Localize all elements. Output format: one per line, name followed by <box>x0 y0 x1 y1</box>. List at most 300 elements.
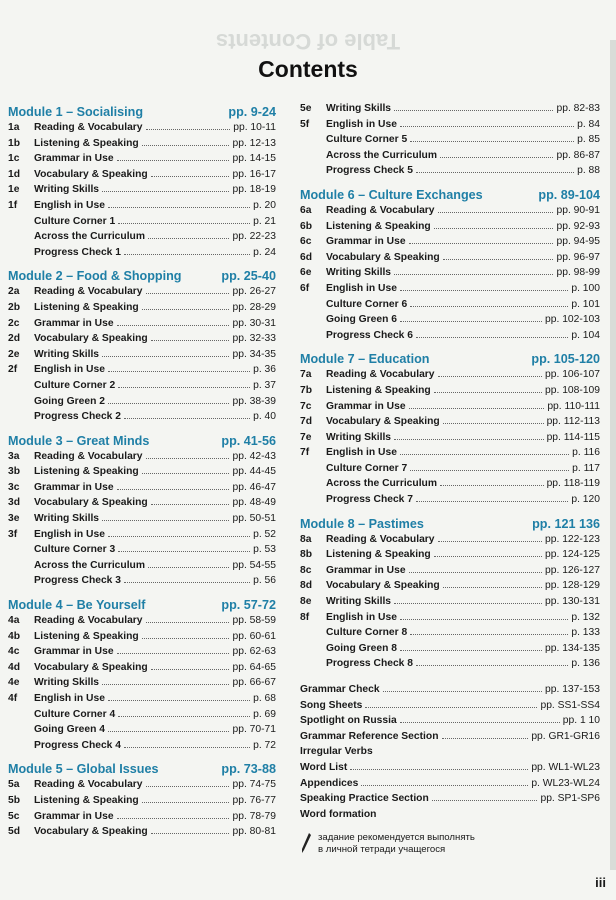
toc-entry[interactable] <box>300 612 600 628</box>
toc-entry[interactable] <box>300 221 600 237</box>
toc-entry[interactable] <box>300 565 600 581</box>
toc-entry[interactable] <box>8 138 276 154</box>
lesson-title: Listening & Speaking <box>34 630 139 642</box>
page-reference: pp. 62-63 <box>232 646 276 658</box>
lesson-title: Listening & Speaking <box>34 137 139 149</box>
dot-leader <box>102 191 229 192</box>
toc-entry[interactable] <box>300 478 600 494</box>
lesson-code: 4e <box>8 677 20 689</box>
lesson-title: Writing Skills <box>34 677 100 689</box>
page-reference: pp. 18-19 <box>232 184 276 196</box>
toc-entry[interactable] <box>300 700 600 716</box>
lesson-code: 3b <box>8 466 21 478</box>
page-reference: p. 133 <box>571 627 600 639</box>
toc-entry[interactable] <box>300 330 600 346</box>
toc-entry[interactable] <box>8 724 276 740</box>
dot-leader <box>124 254 250 255</box>
note-line-2: в личной тетради учащегося <box>318 844 446 856</box>
lesson-code: 3d <box>8 497 21 509</box>
lesson-title: Culture Corner 1 <box>34 215 116 227</box>
lesson-title: English in Use <box>326 611 397 623</box>
toc-entry[interactable] <box>8 396 276 412</box>
page-reference: p. 136 <box>571 658 600 670</box>
lesson-code: 2f <box>8 364 18 376</box>
toc-entry[interactable] <box>300 134 600 150</box>
page-reference: pp. 16-17 <box>232 168 276 180</box>
lesson-code: 2c <box>8 317 20 329</box>
toc-entry[interactable] <box>300 746 600 762</box>
module-heading[interactable] <box>8 598 276 612</box>
dot-leader <box>409 408 545 409</box>
toc-entry[interactable] <box>300 549 600 565</box>
lesson-title: Grammar in Use <box>34 317 114 329</box>
lesson-code: 5e <box>300 103 312 114</box>
toc-entry[interactable] <box>300 534 600 550</box>
toc-entry[interactable] <box>8 677 276 693</box>
lesson-title: Writing Skills <box>326 267 392 279</box>
section-title: Irregular Verbs <box>300 746 373 758</box>
page-reference: p. 117 <box>572 462 600 474</box>
toc-entry[interactable] <box>8 513 276 529</box>
toc-entry[interactable] <box>8 709 276 725</box>
dot-leader <box>400 650 542 651</box>
lesson-title: Progress Check 4 <box>34 739 121 751</box>
toc-entry[interactable] <box>300 762 600 778</box>
lesson-code: 4f <box>8 693 18 704</box>
lesson-code: 1b <box>8 137 21 149</box>
section-title: Speaking Practice Section <box>300 793 429 805</box>
lesson-code: 7d <box>300 416 313 428</box>
lesson-code: 3c <box>8 481 20 493</box>
lesson-title: Going Green 2 <box>34 395 105 407</box>
page-reference: pp. 38-39 <box>232 395 276 407</box>
page-reference: pp. 124-125 <box>545 549 600 561</box>
lesson-code: 5d <box>8 826 21 838</box>
page-reference: pp. 26-27 <box>232 286 276 298</box>
toc-entry[interactable] <box>300 809 600 825</box>
page-reference: p. 72 <box>253 739 276 751</box>
lesson-title: Progress Check 3 <box>34 575 121 587</box>
toc-entry[interactable] <box>8 529 276 545</box>
dot-leader <box>416 172 574 173</box>
lesson-code: 1c <box>8 153 20 165</box>
dot-leader <box>151 833 230 834</box>
dot-leader <box>151 176 230 177</box>
dot-leader <box>117 489 230 490</box>
page-reference: pp. 28-29 <box>232 301 276 313</box>
page-reference: pp. 92-93 <box>556 220 600 232</box>
lesson-code: 7e <box>300 431 312 443</box>
lesson-title: Listening & Speaking <box>326 549 431 561</box>
lesson-title: Reading & Vocabulary <box>34 450 143 462</box>
toc-entry[interactable] <box>300 793 600 809</box>
lesson-code: 3a <box>8 450 20 462</box>
toc-entry[interactable] <box>8 302 276 318</box>
module-pages: pp. 57-72 <box>221 598 276 613</box>
lesson-title: Reading & Vocabulary <box>34 122 143 133</box>
page-reference: pp. 102-103 <box>545 314 600 326</box>
dot-leader <box>124 747 250 748</box>
page-edge-shadow <box>610 40 616 870</box>
toc-entry[interactable] <box>8 216 276 232</box>
page-reference: pp. 114-115 <box>546 431 600 443</box>
module-heading[interactable] <box>300 188 600 202</box>
page-reference: p. 21 <box>253 215 276 227</box>
page-reference: pp. 134-135 <box>545 642 600 654</box>
page-reference: p. 100 <box>571 282 600 294</box>
dot-leader <box>443 259 554 260</box>
lesson-title: Listening & Speaking <box>326 384 431 396</box>
lesson-code: 8b <box>300 549 313 561</box>
lesson-title: Grammar in Use <box>326 564 406 576</box>
toc-entry[interactable] <box>8 200 276 216</box>
page-reference: p. 116 <box>572 447 600 459</box>
module-pages: pp. 121 136 <box>532 516 600 531</box>
lesson-title: Culture Corner 8 <box>326 627 408 639</box>
dot-leader <box>410 470 569 471</box>
dot-leader <box>400 126 574 127</box>
toc-entry[interactable] <box>8 740 276 756</box>
module-title: Module 3 – Great Minds <box>8 433 150 448</box>
lesson-title: Reading & Vocabulary <box>326 369 435 381</box>
lesson-title: Vocabulary & Speaking <box>34 661 148 673</box>
page-reference: pp. 90-91 <box>556 204 600 216</box>
lesson-code: 4d <box>8 661 21 673</box>
module-title: Module 6 – Culture Exchanges <box>300 187 483 202</box>
toc-entry[interactable] <box>8 693 276 709</box>
toc-entry[interactable] <box>300 401 600 417</box>
toc-entry[interactable] <box>300 236 600 252</box>
page-reference: pp. 66-67 <box>232 677 276 689</box>
lesson-code: 5f <box>300 118 310 130</box>
page-number: iii <box>595 875 606 890</box>
section-title: Word formation <box>300 808 377 820</box>
lesson-code: 6a <box>300 204 312 216</box>
page-reference: p. 53 <box>253 544 276 556</box>
dot-leader <box>148 567 229 568</box>
lesson-code: 1e <box>8 184 20 196</box>
lesson-title: English in Use <box>326 282 397 294</box>
toc-entry[interactable] <box>8 811 276 827</box>
lesson-title: Grammar in Use <box>34 810 114 822</box>
dot-leader <box>410 306 568 307</box>
toc-entry[interactable] <box>8 333 276 349</box>
right-column <box>300 103 600 856</box>
toc-entry[interactable] <box>8 466 276 482</box>
dot-leader <box>394 603 542 604</box>
page-reference: pp. 34-35 <box>232 348 276 360</box>
lesson-title: Progress Check 1 <box>34 246 121 258</box>
module-heading[interactable] <box>8 762 276 776</box>
page-reference: pp. 12-13 <box>232 137 276 149</box>
module-title: Module 8 – Pastimes <box>300 516 424 531</box>
dot-leader <box>440 485 544 486</box>
lesson-code: 6e <box>300 267 312 279</box>
lesson-code: 6d <box>300 251 313 263</box>
page-reference: pp. 78-79 <box>232 810 276 822</box>
module-heading[interactable] <box>300 352 600 366</box>
page-reference: pp. 14-15 <box>232 153 276 165</box>
module-heading[interactable] <box>300 517 600 531</box>
dot-leader <box>416 665 568 666</box>
page-reference: p. WL23-WL24 <box>531 777 600 789</box>
page-reference: pp. 48-49 <box>232 497 276 509</box>
toc-entry[interactable] <box>300 314 600 330</box>
page-reference: pp. 70-71 <box>232 724 276 736</box>
toc-entry[interactable] <box>8 169 276 185</box>
dot-leader <box>146 129 231 130</box>
lesson-title: Reading & Vocabulary <box>326 204 435 216</box>
page-reference: pp. WL1-WL23 <box>531 761 600 773</box>
lesson-code: 4c <box>8 646 20 658</box>
dot-leader <box>442 738 529 739</box>
page-reference: p. 104 <box>571 329 600 341</box>
toc-entry[interactable] <box>300 643 600 659</box>
page-reference: p. 132 <box>571 611 600 623</box>
lesson-code: 8a <box>300 533 312 545</box>
toc-entry[interactable] <box>8 662 276 678</box>
dot-leader <box>142 145 230 146</box>
lesson-title: English in Use <box>34 199 105 211</box>
toc-entry[interactable] <box>300 299 600 315</box>
dot-leader <box>394 110 553 111</box>
toc-entry[interactable] <box>8 411 276 427</box>
toc-entry[interactable] <box>8 349 276 365</box>
toc-entry[interactable] <box>8 318 276 334</box>
toc-entry[interactable] <box>8 560 276 576</box>
page-reference: pp. 58-59 <box>232 615 276 627</box>
lesson-title: Progress Check 5 <box>326 165 413 177</box>
homework-note <box>300 832 600 856</box>
toc-entry[interactable] <box>8 575 276 591</box>
module-title: Module 1 – Socialising <box>8 105 144 119</box>
lesson-title: Reading & Vocabulary <box>34 615 143 627</box>
lesson-title: Going Green 8 <box>326 642 397 654</box>
toc-entry[interactable] <box>300 627 600 643</box>
toc-entry[interactable] <box>8 153 276 169</box>
toc-entry[interactable] <box>300 596 600 612</box>
toc-entry[interactable] <box>300 447 600 463</box>
page-reference: p. 37 <box>253 379 276 391</box>
lesson-title: Reading & Vocabulary <box>326 533 435 545</box>
dot-leader <box>142 638 230 639</box>
toc-entry[interactable] <box>8 482 276 498</box>
page-title: Contents <box>258 56 358 82</box>
toc-entry[interactable] <box>300 778 600 794</box>
toc-entry[interactable] <box>300 385 600 401</box>
page-reference: pp. 126-127 <box>545 564 600 576</box>
dot-leader <box>400 321 542 322</box>
reference-sections <box>300 684 600 824</box>
toc-entry[interactable] <box>300 463 600 479</box>
toc-entry[interactable] <box>8 544 276 560</box>
dot-leader <box>409 243 554 244</box>
module-pages: pp. 41-56 <box>221 433 276 448</box>
dot-leader <box>361 785 528 786</box>
lesson-title: Writing Skills <box>326 431 392 443</box>
module-title: Module 5 – Global Issues <box>8 762 159 777</box>
lesson-code: 2b <box>8 301 21 313</box>
module-heading[interactable] <box>8 269 276 283</box>
toc-entry[interactable] <box>300 165 600 181</box>
lesson-title: Writing Skills <box>34 348 100 360</box>
page-reference: pp. SP1-SP6 <box>540 793 600 805</box>
lesson-code: 2d <box>8 333 21 345</box>
toc-entry[interactable] <box>8 631 276 647</box>
toc-entry[interactable] <box>8 795 276 811</box>
left-column <box>8 98 276 842</box>
module-title: Module 7 – Education <box>300 352 430 367</box>
module-title: Module 4 – Be Yourself <box>8 598 146 613</box>
toc-entry[interactable] <box>300 205 600 221</box>
note-text <box>318 832 475 856</box>
section-title: Grammar Check <box>300 684 380 695</box>
page-reference: pp. 86-87 <box>556 149 600 161</box>
toc-entry[interactable] <box>300 416 600 432</box>
toc-entry[interactable] <box>8 615 276 631</box>
lesson-title: Vocabulary & Speaking <box>34 497 148 509</box>
dot-leader <box>394 439 544 440</box>
lesson-title: English in Use <box>326 447 397 459</box>
lesson-title: Progress Check 2 <box>34 411 121 423</box>
module-heading[interactable] <box>8 105 276 119</box>
lesson-title: English in Use <box>326 118 397 130</box>
section-title: Grammar Reference Section <box>300 730 439 742</box>
dot-leader <box>409 572 542 573</box>
note-line-1: задание рекомендуется выполнять <box>318 832 475 844</box>
lesson-code: 4b <box>8 630 21 642</box>
page-reference: pp. 108-109 <box>545 384 600 396</box>
dot-leader <box>410 634 568 635</box>
toc-entry[interactable] <box>8 380 276 396</box>
toc-entry[interactable] <box>8 779 276 795</box>
dot-leader <box>102 356 229 357</box>
page-reference: p. 84 <box>577 118 600 130</box>
dot-leader <box>440 157 553 158</box>
toc-entry[interactable] <box>8 184 276 200</box>
page-reference: pp. 46-47 <box>232 481 276 493</box>
toc-entry[interactable] <box>300 731 600 747</box>
toc-entry[interactable] <box>8 231 276 247</box>
page-reference: pp. 118-119 <box>546 478 600 490</box>
page-reference: p. 68 <box>253 693 276 704</box>
toc-entry[interactable] <box>300 119 600 135</box>
lesson-code: 8e <box>300 596 312 608</box>
page-reference: p. 88 <box>577 165 600 177</box>
dot-leader <box>118 551 250 552</box>
toc-entry[interactable] <box>300 432 600 448</box>
page-reference: p. 85 <box>577 134 600 146</box>
page-reference: pp. 54-55 <box>232 559 276 571</box>
dot-leader <box>117 160 230 161</box>
dot-leader <box>151 669 230 670</box>
lesson-code: 3f <box>8 528 18 540</box>
dot-leader <box>117 325 230 326</box>
lesson-title: Writing Skills <box>34 184 100 196</box>
toc-entry[interactable] <box>300 252 600 268</box>
lesson-code: 2e <box>8 348 20 360</box>
toc-entry[interactable] <box>8 451 276 467</box>
toc-entry[interactable] <box>8 122 276 138</box>
toc-entry[interactable] <box>300 369 600 385</box>
section-title: Spotlight on Russia <box>300 715 397 727</box>
page-reference: pp. 32-33 <box>232 333 276 345</box>
toc-entry[interactable] <box>8 286 276 302</box>
lesson-title: Grammar in Use <box>326 236 406 248</box>
lesson-title: Across the Curriculum <box>326 149 438 161</box>
dot-leader <box>108 731 230 732</box>
lesson-code: 7a <box>300 369 312 381</box>
toc-entry[interactable] <box>8 364 276 380</box>
toc-entry[interactable] <box>300 580 600 596</box>
dot-leader <box>118 387 250 388</box>
lesson-title: Culture Corner 4 <box>34 708 116 720</box>
dot-leader <box>432 800 538 801</box>
toc-entry[interactable] <box>300 150 600 166</box>
module-heading[interactable] <box>8 434 276 448</box>
dot-leader <box>146 622 230 623</box>
lesson-code: 5a <box>8 779 20 791</box>
lesson-title: Going Green 4 <box>34 724 105 736</box>
page-reference: p. 56 <box>253 575 276 587</box>
dot-leader <box>410 141 574 142</box>
dot-leader <box>400 722 560 723</box>
page-reference: pp. 80-81 <box>232 826 276 838</box>
lesson-title: Across the Curriculum <box>34 559 146 571</box>
page-reference: pp. 30-31 <box>232 317 276 329</box>
lesson-code: 1a <box>8 122 20 133</box>
dot-leader <box>142 802 230 803</box>
page-reference: pp. 137-153 <box>545 684 600 695</box>
page-reference: p. 20 <box>253 199 276 211</box>
dot-leader <box>151 504 230 505</box>
dot-leader <box>108 403 230 404</box>
toc-entry[interactable] <box>8 646 276 662</box>
lesson-code: 7c <box>300 400 312 412</box>
lesson-title: Culture Corner 6 <box>326 298 408 310</box>
toc-entry[interactable] <box>300 283 600 299</box>
toc-entry[interactable] <box>300 658 600 674</box>
dot-leader <box>434 556 542 557</box>
section-title: Song Sheets <box>300 699 363 711</box>
toc-entry[interactable] <box>300 103 600 119</box>
lesson-code: 8d <box>300 580 313 592</box>
lesson-code: 1f <box>8 199 18 211</box>
page-reference: pp. 50-51 <box>232 513 276 525</box>
dot-leader <box>108 207 250 208</box>
section-gap <box>300 674 600 684</box>
dot-leader <box>350 769 528 770</box>
page-reference: pp. 82-83 <box>556 103 600 114</box>
toc-entry[interactable] <box>8 497 276 513</box>
toc-entry[interactable] <box>300 267 600 283</box>
toc-entry[interactable] <box>8 826 276 842</box>
lesson-title: Grammar in Use <box>34 153 114 165</box>
lesson-code: 6c <box>300 236 312 248</box>
toc-entry[interactable] <box>300 494 600 510</box>
dot-leader <box>151 340 230 341</box>
module-pages: pp. 73-88 <box>221 762 276 777</box>
toc-entry[interactable] <box>300 684 600 700</box>
lesson-title: Across the Curriculum <box>34 231 146 243</box>
dot-leader <box>118 716 250 717</box>
toc-entry[interactable] <box>300 715 600 731</box>
lesson-title: Vocabulary & Speaking <box>34 826 148 838</box>
lesson-title: Writing Skills <box>326 103 392 114</box>
dot-leader <box>434 228 554 229</box>
toc-entry[interactable] <box>8 247 276 263</box>
dot-leader <box>146 786 230 787</box>
